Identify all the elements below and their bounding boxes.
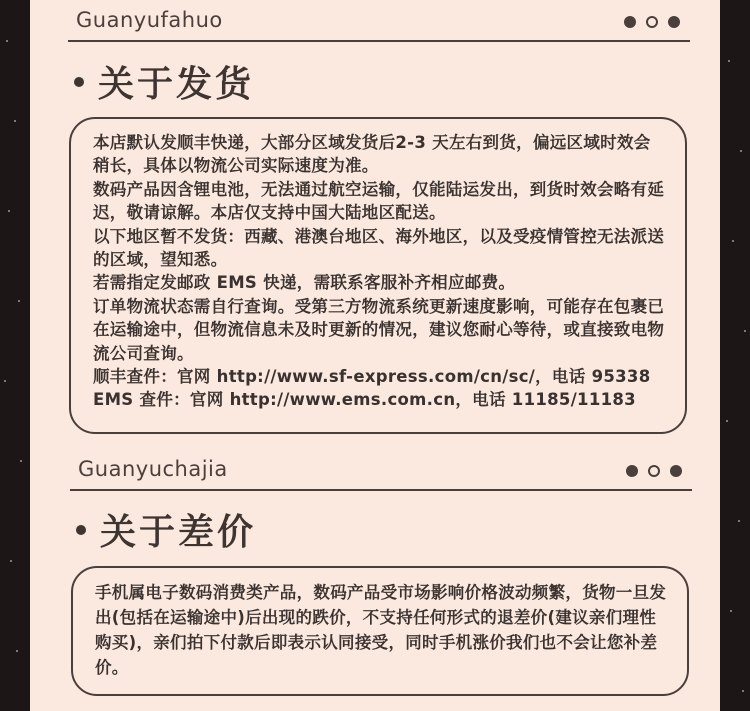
header-dots (626, 465, 682, 477)
bullet-dot-icon (74, 77, 84, 87)
info-paragraph: 顺丰查件：官网 http://www.sf-express.com/cn/sc/，电话 95338 (93, 367, 651, 387)
section-header (70, 451, 692, 491)
section-title-text: 关于发货 (98, 64, 255, 105)
header-divider (70, 489, 692, 491)
hollow-dot-icon (646, 16, 658, 28)
info-paragraph: 以下地区暂不发货：西藏、港澳台地区、海外地区，以及受疫情管控无法派送的区域，望知悉。 (93, 226, 665, 270)
info-paragraph: 数码产品因含锂电池，无法通过航空运输，仅能陆运发出，到货时效会略有延迟，敬请谅解。本店仅支持中国大陆地区配送。 (93, 179, 665, 223)
section-title (76, 504, 256, 555)
header-divider (68, 40, 690, 42)
hollow-dot-icon (648, 465, 660, 477)
section-title-text: 关于差价 (100, 512, 257, 553)
section-english-title: Guanyuchajia (78, 457, 228, 481)
section-title (74, 56, 254, 107)
info-paragraph: 若需指定发邮政 EMS 快递，需联系客服补齐相应邮费。 (93, 273, 516, 293)
info-paragraph: 本店默认发顺丰快递，大部分区域发货后2-3 天左右到货，偏远区域时效会稍长，具体以物流公司实际速度为准。 (93, 133, 651, 176)
filled-dot-icon (626, 465, 638, 477)
filled-dot-icon (624, 16, 636, 28)
content-panel (30, 0, 720, 711)
info-paragraph: EMS 查件：官网 http://www.ems.com.cn，电话 11185/11183 (93, 390, 636, 410)
header-dots (624, 16, 680, 28)
info-paragraph: 手机属电子数码消费类产品，数码产品受市场影响价格波动频繁，货物一旦发出(包括在运输途中)后出现的跌价，不支持任何形式的退差价(建议亲们理性购买)，亲们拍下付款后即表示认同接受，同时手机涨价我们也不会让您补差价。 (95, 583, 667, 677)
shipping-info-box (69, 117, 687, 434)
section-header (68, 2, 690, 42)
filled-dot-icon (670, 465, 682, 477)
price-info-box (71, 566, 689, 696)
section-english-title: Guanyufahuo (76, 8, 223, 32)
bullet-dot-icon (76, 525, 86, 535)
info-paragraph: 订单物流状态需自行查询。受第三方物流系统更新速度影响，可能存在包裹已在运输途中，但物流信息未及时更新的情况，建议您耐心等待，或直接致电物流公司查询。 (93, 296, 665, 363)
filled-dot-icon (668, 16, 680, 28)
